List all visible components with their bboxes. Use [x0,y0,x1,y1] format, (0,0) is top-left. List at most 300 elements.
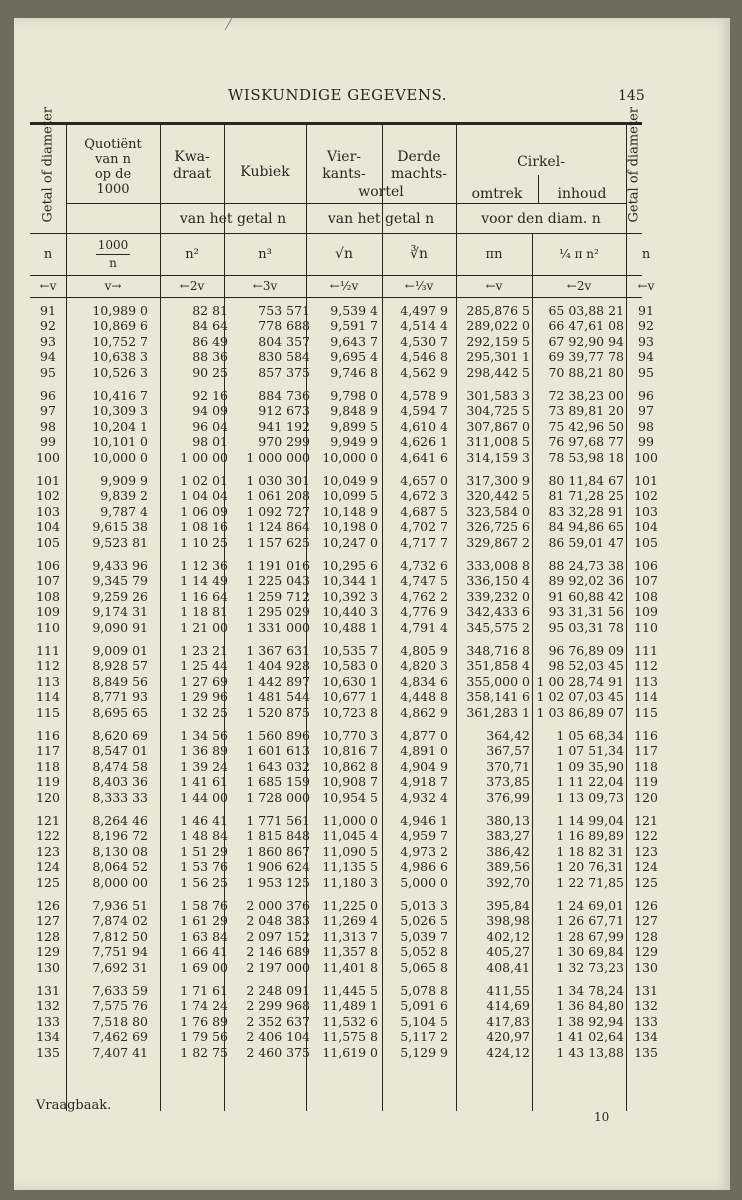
table-cell: 1 000 000 [246,449,310,465]
table-cell: 8,620 69 [92,728,148,743]
header-quotient: Quotiënt van n op de 1000 [84,137,142,197]
table-row [30,303,654,318]
table-cell: 4,594 7 [400,403,448,419]
table-cell: 78 53,98 18 [548,449,624,465]
footer-left: Vraagbaak. [36,1098,112,1113]
table-cell: 101 [36,473,60,488]
table-cell: 342,433 6 [466,604,530,620]
table-cell: 285,876 5 [466,303,530,318]
table-cell: 121 [634,813,658,828]
table-cell: 9,909 9 [100,473,148,488]
table-cell: 10,344 1 [322,573,378,589]
table-cell: 11,090 5 [322,843,378,859]
row-group [30,728,658,813]
table-cell: 323,584 0 [466,503,530,519]
table-cell: 122 [36,828,60,844]
table-cell: 386,42 [486,843,530,859]
table-cell: 10,535 7 [322,643,378,658]
table-cell: 4,918 7 [400,774,448,790]
table-cell: 4,877 0 [400,728,448,743]
table-cell: 361,283 1 [466,704,530,720]
row-rule [30,297,642,298]
table-cell: 110 [36,619,60,635]
table-row [30,928,658,944]
table-cell: 5,039 7 [400,928,448,944]
table-cell: 82 81 [192,303,228,318]
table-cell: 1 76 89 [180,1013,228,1029]
table-cell: 7,518 80 [92,1013,148,1029]
table-cell: 119 [36,774,60,790]
table-cell: 311,008 5 [466,434,530,450]
table-cell: 116 [634,728,658,743]
table-cell: 10,488 1 [322,619,378,635]
header-getal-right: Getal of diameter [626,107,642,223]
table-cell: 4,820 3 [400,658,448,674]
table-cell: 10,101 0 [92,434,148,450]
table-cell: 339,232 0 [466,588,530,604]
table-cell: 5,000 0 [400,874,448,890]
table-cell: 2 406 104 [246,1029,310,1045]
header-cirkel: Cirkel- [517,154,565,170]
table-cell: 112 [634,658,658,674]
table-cell: 4,762 2 [400,588,448,604]
table-cell: 4,959 7 [400,828,448,844]
page-title: WISKUNDIGE GEGEVENS. [228,86,447,104]
table-cell: 5,013 3 [400,898,448,913]
table-cell: 2 146 689 [246,944,310,960]
table-row [30,488,658,504]
table-cell: 1 16 64 [180,588,228,604]
table-cell: 424,12 [486,1044,530,1060]
table-cell: 88 24,73 38 [548,558,624,573]
table-cell: 98 [638,418,654,434]
table-cell: 1 20 76,31 [556,859,624,875]
table-cell: 131 [634,983,658,998]
table-cell: 9,259 26 [92,588,148,604]
table-cell: 2 460 375 [246,1044,310,1060]
table-cell: 4,862 9 [400,704,448,720]
table-row [30,388,654,403]
table-cell: 417,83 [486,1013,530,1029]
table-cell: 1 43 13,88 [556,1044,624,1060]
table-cell: 364,42 [486,728,530,743]
table-cell: 10,148 9 [322,503,378,519]
table-cell: 1 560 896 [246,728,310,743]
table-cell: 4,641 6 [400,449,448,465]
table-cell: 383,27 [486,828,530,844]
table-cell: 1 124 864 [246,519,310,535]
table-cell: 116 [36,728,60,743]
table-cell: 103 [634,503,658,519]
sym-cube: n³ [258,247,272,262]
row-group [30,813,658,898]
table-row [30,658,658,674]
table-cell: 1 092 727 [246,503,310,519]
row-group [30,898,658,983]
table-cell: 130 [36,959,60,975]
table-cell: 67 92,90 94 [548,333,624,349]
table-cell: 9,746 8 [330,364,378,380]
table-cell: 1 815 848 [246,828,310,844]
table-cell: 1 21 00 [180,619,228,635]
row-group [30,558,658,643]
table-cell: 8,264 46 [92,813,148,828]
table-cell: 4,891 0 [400,743,448,759]
table-cell: 884 736 [258,388,310,403]
table-cell: 98 [40,418,56,434]
table-row [30,588,658,604]
table-cell: 10,630 1 [322,673,378,689]
table-cell: 10,954 5 [322,789,378,805]
table-row [30,643,658,658]
table-cell: 7,692 31 [92,959,148,975]
diff-label: ←3v [252,279,278,293]
table-cell: 830 584 [258,349,310,365]
table-row [30,789,658,805]
table-cell: 1 157 625 [246,534,310,550]
table-cell: 1 24 69,01 [556,898,624,913]
table-row [30,1044,658,1060]
table-cell: 2 197 000 [246,959,310,975]
row-group [30,983,658,1068]
table-cell: 7,936 51 [92,898,148,913]
sym-sqrt: √n [335,246,353,262]
table-cell: 1 05 68,34 [556,728,624,743]
table-cell: 5,091 6 [400,998,448,1014]
table-cell: 107 [634,573,658,589]
table-cell: 345,575 2 [466,619,530,635]
table-cell: 8,130 08 [92,843,148,859]
table-cell: 11,313 7 [322,928,378,944]
table-cell: 4,904 9 [400,758,448,774]
table-cell: 9,949 9 [330,434,378,450]
diff-label: ←v [39,279,57,293]
header-inhoud: inhoud [557,186,607,202]
table-cell: 9,523 81 [92,534,148,550]
table-cell: 1 58 76 [180,898,228,913]
table-cell: 8,064 52 [92,859,148,875]
table-row [30,333,654,349]
table-cell: 90 25 [192,364,228,380]
table-cell: 102 [634,488,658,504]
table-cell: 105 [634,534,658,550]
table-cell: 89 92,02 36 [548,573,624,589]
table-cell: 1 643 032 [246,758,310,774]
table-cell: 121 [36,813,60,828]
table-cell: 4,610 4 [400,418,448,434]
table-cell: 98 52,03 45 [548,658,624,674]
table-cell: 117 [36,743,60,759]
row-rule [66,203,626,204]
table-cell: 114 [36,689,60,705]
table-cell: 114 [634,689,658,705]
table-cell: 8,333 33 [92,789,148,805]
table-cell: 1 10 25 [180,534,228,550]
table-cell: 120 [36,789,60,805]
table-cell: 86 59,01 47 [548,534,624,550]
table-cell: 4,546 8 [400,349,448,365]
row-group [30,473,658,558]
table-cell: 10,526 3 [92,364,148,380]
table-cell: 1 07 51,34 [556,743,624,759]
table-cell: 1 34 56 [180,728,228,743]
table-cell: 1 79 56 [180,1029,228,1045]
table-cell: 10,000 0 [92,449,148,465]
table-cell: 122 [634,828,658,844]
row-group [30,388,658,473]
table-cell: 112 [36,658,60,674]
table-row [30,704,658,720]
table-row [30,349,654,365]
table-row [30,728,658,743]
table-cell: 123 [36,843,60,859]
table-row [30,519,658,535]
table-cell: 120 [634,789,658,805]
table-cell: 10,295 6 [322,558,378,573]
sym-quotient: 1000 n [97,238,129,270]
table-cell: 10,989 0 [92,303,148,318]
table-cell: 108 [634,588,658,604]
table-cell: 4,514 4 [400,318,448,334]
table-cell: 778 688 [258,318,310,334]
table-cell: 133 [36,1013,60,1029]
table-cell: 96 [40,388,56,403]
table-cell: 1 25 44 [180,658,228,674]
table-cell: 7,874 02 [92,913,148,929]
table-cell: 9,009 01 [92,643,148,658]
page-number: 145 [618,88,645,104]
table-cell: 9,090 91 [92,619,148,635]
table-cell: 72 38,23 00 [548,388,624,403]
table-cell: 84 64 [192,318,228,334]
table-cell: 8,547 01 [92,743,148,759]
diff-label: ←2v [179,279,205,293]
table-cell: 1 34 78,24 [556,983,624,998]
table-row [30,843,658,859]
table-cell: 109 [634,604,658,620]
table-cell: 117 [634,743,658,759]
table-cell: 804 357 [258,333,310,349]
table-cell: 351,858 4 [466,658,530,674]
table-cell: 1 06 09 [180,503,228,519]
table-cell: 8,928 57 [92,658,148,674]
table-cell: 408,41 [486,959,530,975]
table-cell: 9,174 31 [92,604,148,620]
table-cell: 11,225 0 [322,898,378,913]
table-cell: 97 [40,403,56,419]
table-cell: 128 [36,928,60,944]
table-cell: 129 [634,944,658,960]
table-cell: 94 09 [192,403,228,419]
table-cell: 1 48 84 [180,828,228,844]
table-cell: 5,078 8 [400,983,448,998]
header-vierkants: Vier- kants- [322,149,366,182]
table-row [30,473,658,488]
table-cell: 128 [634,928,658,944]
table-row [30,813,658,828]
table-cell: 9,899 5 [330,418,378,434]
table-row [30,689,658,705]
table-cell: 92 [638,318,654,334]
table-cell: 10,816 7 [322,743,378,759]
table-cell: 1 295 029 [246,604,310,620]
table-cell: 118 [634,758,658,774]
table-cell: 73 89,81 20 [548,403,624,419]
table-cell: 8,474 58 [92,758,148,774]
table-cell: 96 04 [192,418,228,434]
table-cell: 11,357 8 [322,944,378,960]
table-cell: 7,575 76 [92,998,148,1014]
table-cell: 11,445 5 [322,983,378,998]
table-cell: 4,497 9 [400,303,448,318]
table-cell: 76 97,68 77 [548,434,624,450]
table-cell: 9,591 7 [330,318,378,334]
table-cell: 127 [634,913,658,929]
table-cell: 358,141 6 [466,689,530,705]
table-cell: 4,657 0 [400,473,448,488]
table-cell: 93 [638,333,654,349]
table-cell: 111 [634,643,658,658]
table-cell: 131 [36,983,60,998]
table-cell: 125 [36,874,60,890]
table-cell: 10,416 7 [92,388,148,403]
table-cell: 1 39 24 [180,758,228,774]
table-cell: 336,150 4 [466,573,530,589]
sym-n: n [43,247,53,262]
table-cell: 1 11 22,04 [556,774,624,790]
table-cell: 92 [40,318,56,334]
table-cell: 1 22 71,85 [556,874,624,890]
table-cell: 10,049 9 [322,473,378,488]
table-cell: 9,848 9 [330,403,378,419]
table-cell: 1 061 208 [246,488,310,504]
table-cell: 1 331 000 [246,619,310,635]
book-page [14,18,730,1190]
diff-label: v→ [104,279,122,293]
table-cell: 1 481 544 [246,689,310,705]
table-cell: 4,791 4 [400,619,448,635]
diff-label: ←2v [566,279,592,293]
table-cell: 11,489 1 [322,998,378,1014]
table-row [30,503,658,519]
table-cell: 106 [36,558,60,573]
table-row [30,364,654,380]
table-cell: 133 [634,1013,658,1029]
table-row [30,558,658,573]
table-cell: 75 42,96 50 [548,418,624,434]
table-cell: 348,716 8 [466,643,530,658]
table-cell: 329,867 2 [466,534,530,550]
table-cell: 135 [36,1044,60,1060]
table-cell: 124 [634,859,658,875]
table-cell: 10,440 3 [322,604,378,620]
pencil-mark [225,18,243,30]
table-cell: 1 02 01 [180,473,228,488]
table-cell: 1 38 92,94 [556,1013,624,1029]
table-cell: 9,839 2 [100,488,148,504]
table-cell: 99 [638,434,654,450]
diff-label: ←½v [329,279,359,293]
table-body [30,303,658,1068]
table-row [30,1013,658,1029]
table-row [30,743,658,759]
table-cell: 1 56 25 [180,874,228,890]
table-cell: 753 571 [258,303,310,318]
table-cell: 857 375 [258,364,310,380]
table-cell: 402,12 [486,928,530,944]
table-cell: 5,129 9 [400,1044,448,1060]
header-kubiek: Kubiek [240,164,290,180]
table-cell: 96 [638,388,654,403]
table-cell: 317,300 9 [466,473,530,488]
table-cell: 125 [634,874,658,890]
table-cell: 123 [634,843,658,859]
table-cell: 10,862 8 [322,758,378,774]
table-cell: 4,717 7 [400,534,448,550]
table-cell: 8,771 93 [92,689,148,705]
table-row [30,573,658,589]
table-cell: 1 685 159 [246,774,310,790]
table-row [30,874,658,890]
table-cell: 115 [36,704,60,720]
table-cell: 1 03 86,89 07 [536,704,624,720]
table-cell: 4,626 1 [400,434,448,450]
table-cell: 1 771 561 [246,813,310,828]
table-cell: 326,725 6 [466,519,530,535]
table-cell: 66 47,61 08 [548,318,624,334]
table-cell: 9,695 4 [330,349,378,365]
table-cell: 9,539 4 [330,303,378,318]
table-cell: 7,812 50 [92,928,148,944]
table-cell: 100 [634,449,658,465]
table-cell: 5,052 8 [400,944,448,960]
table-cell: 373,85 [486,774,530,790]
table-cell: 9,433 96 [92,558,148,573]
table-cell: 4,530 7 [400,333,448,349]
table-cell: 118 [36,758,60,774]
table-cell: 65 03,88 21 [548,303,624,318]
table-cell: 1 36 89 [180,743,228,759]
table-cell: 9,643 7 [330,333,378,349]
table-cell: 10,583 0 [322,658,378,674]
table-cell: 10,638 3 [92,349,148,365]
table-cell: 295,301 1 [466,349,530,365]
table-cell: 70 88,21 80 [548,364,624,380]
table-cell: 105 [36,534,60,550]
table-cell: 11,619 0 [322,1044,378,1060]
table-cell: 4,578 9 [400,388,448,403]
table-cell: 1 44 00 [180,789,228,805]
table-row [30,434,654,450]
table-cell: 9,787 4 [100,503,148,519]
table-cell: 11,000 0 [322,813,378,828]
table-cell: 11,135 5 [322,859,378,875]
table-cell: 1 51 29 [180,843,228,859]
table-cell: 11,180 3 [322,874,378,890]
table-cell: 102 [36,488,60,504]
table-cell: 1 29 96 [180,689,228,705]
table-cell: 7,751 94 [92,944,148,960]
table-cell: 1 27 69 [180,673,228,689]
table-cell: 1 74 24 [180,998,228,1014]
header-getal-left: Getal of diameter [40,107,56,223]
table-cell: 1 953 125 [246,874,310,890]
table-cell: 2 248 091 [246,983,310,998]
table-cell: 1 14 99,04 [556,813,624,828]
diff-label: ←v [485,279,503,293]
table-cell: 92 16 [192,388,228,403]
table-cell: 298,442 5 [466,364,530,380]
